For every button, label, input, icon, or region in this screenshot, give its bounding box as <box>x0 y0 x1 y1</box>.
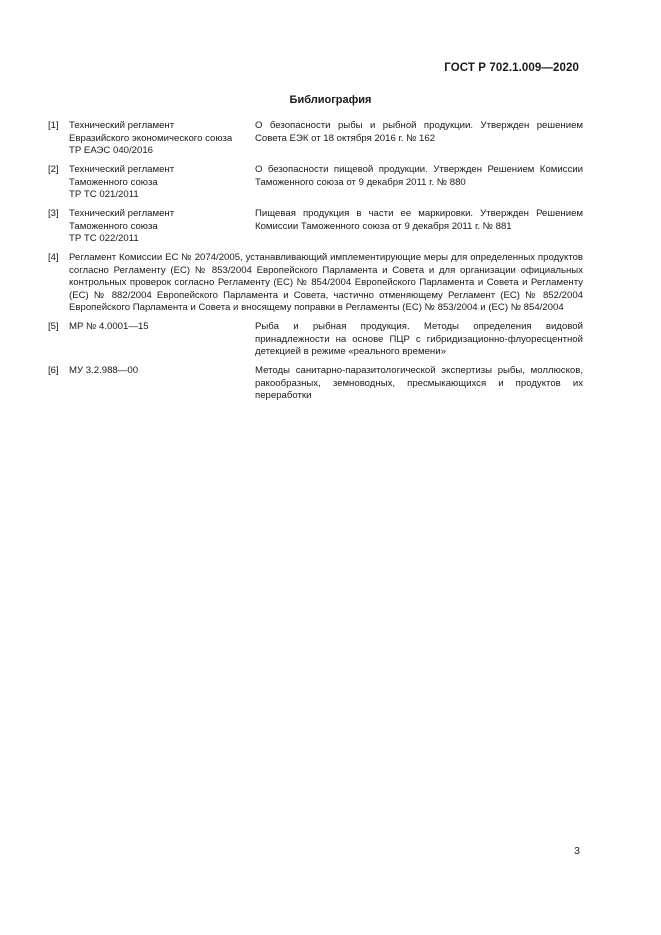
entry-source: МР № 4.0001—15 <box>69 320 149 332</box>
entry-number: [1] <box>48 120 59 131</box>
page-number: 3 <box>574 845 580 857</box>
entry-number: [4] <box>48 252 59 263</box>
document-code: ГОСТ Р 702.1.009—2020 <box>444 62 579 74</box>
bibliography-entry-4 <box>48 252 583 315</box>
bibliography-list <box>48 120 583 409</box>
entry-source: Технический регламент Таможенного союза ТР ТС 021/2011 <box>69 164 175 201</box>
entry-description: Методы санитарно-паразитологической экспертизы рыбы, моллюсков, ракообразных, земноводных, пресмыкающихся и продуктов их переработки <box>255 364 583 402</box>
entry-description: О безопасности рыбы и рыбной продукции. Утвержден решением Совета ЕЭК от 18 октября 2016 г. № 162 <box>255 120 583 144</box>
entry-description: Рыба и рыбная продукция. Методы определения видовой принадлежности на основе ПЦР с гибридизационно-флуоресцентной детекцией в режиме «реального времени» <box>255 320 583 358</box>
entry-source: Технический регламент Таможенного союза ТР ТС 022/2011 <box>69 208 175 245</box>
bibliography-entry-1 <box>48 120 583 158</box>
entry-full-text: Регламент Комиссии ЕС № 2074/2005, устанавливающий имплементирующие меры для определенных продуктов согласно Регламенту (ЕС) № 853/2004 Европейского Парламента и Совета и для организации официальных контрольных проверок согласно Регламенту (ЕС) № 854/2004 Европейского Парламента и Совета и Регламенту (ЕС) № 882/2004 Европейского Парламента и Совета, частично отменяющему Регламент (ЕС) № 852/2004 Европейского Парламента и Совета и вносящему поправки в Регламенты (ЕС) № 853/2004 и (ЕС) № 854/2004 <box>69 252 583 314</box>
entry-number: [3] <box>48 208 59 219</box>
entry-number: [5] <box>48 320 59 332</box>
bibliography-entry-5 <box>48 321 583 359</box>
entry-description: О безопасности пищевой продукции. Утвержден Решением Комиссии Таможенного союза от 9 декабря 2011 г. № 880 <box>255 164 583 188</box>
entry-source: Технический регламент Евразийского экономического союза ТР ЕАЭС 040/2016 <box>69 120 233 157</box>
bibliography-entry-3 <box>48 208 583 246</box>
entry-number: [6] <box>48 364 59 376</box>
entry-source: МУ 3.2.988—00 <box>69 364 139 376</box>
section-title: Библиография <box>289 94 372 106</box>
entry-description: Пищевая продукция в части ее маркировки. Утвержден Решением Комиссии Таможенного союза от 9 декабря 2011 г. № 881 <box>255 208 583 232</box>
bibliography-entry-2 <box>48 164 583 202</box>
entry-number: [2] <box>48 164 59 175</box>
bibliography-entry-6 <box>48 365 583 403</box>
